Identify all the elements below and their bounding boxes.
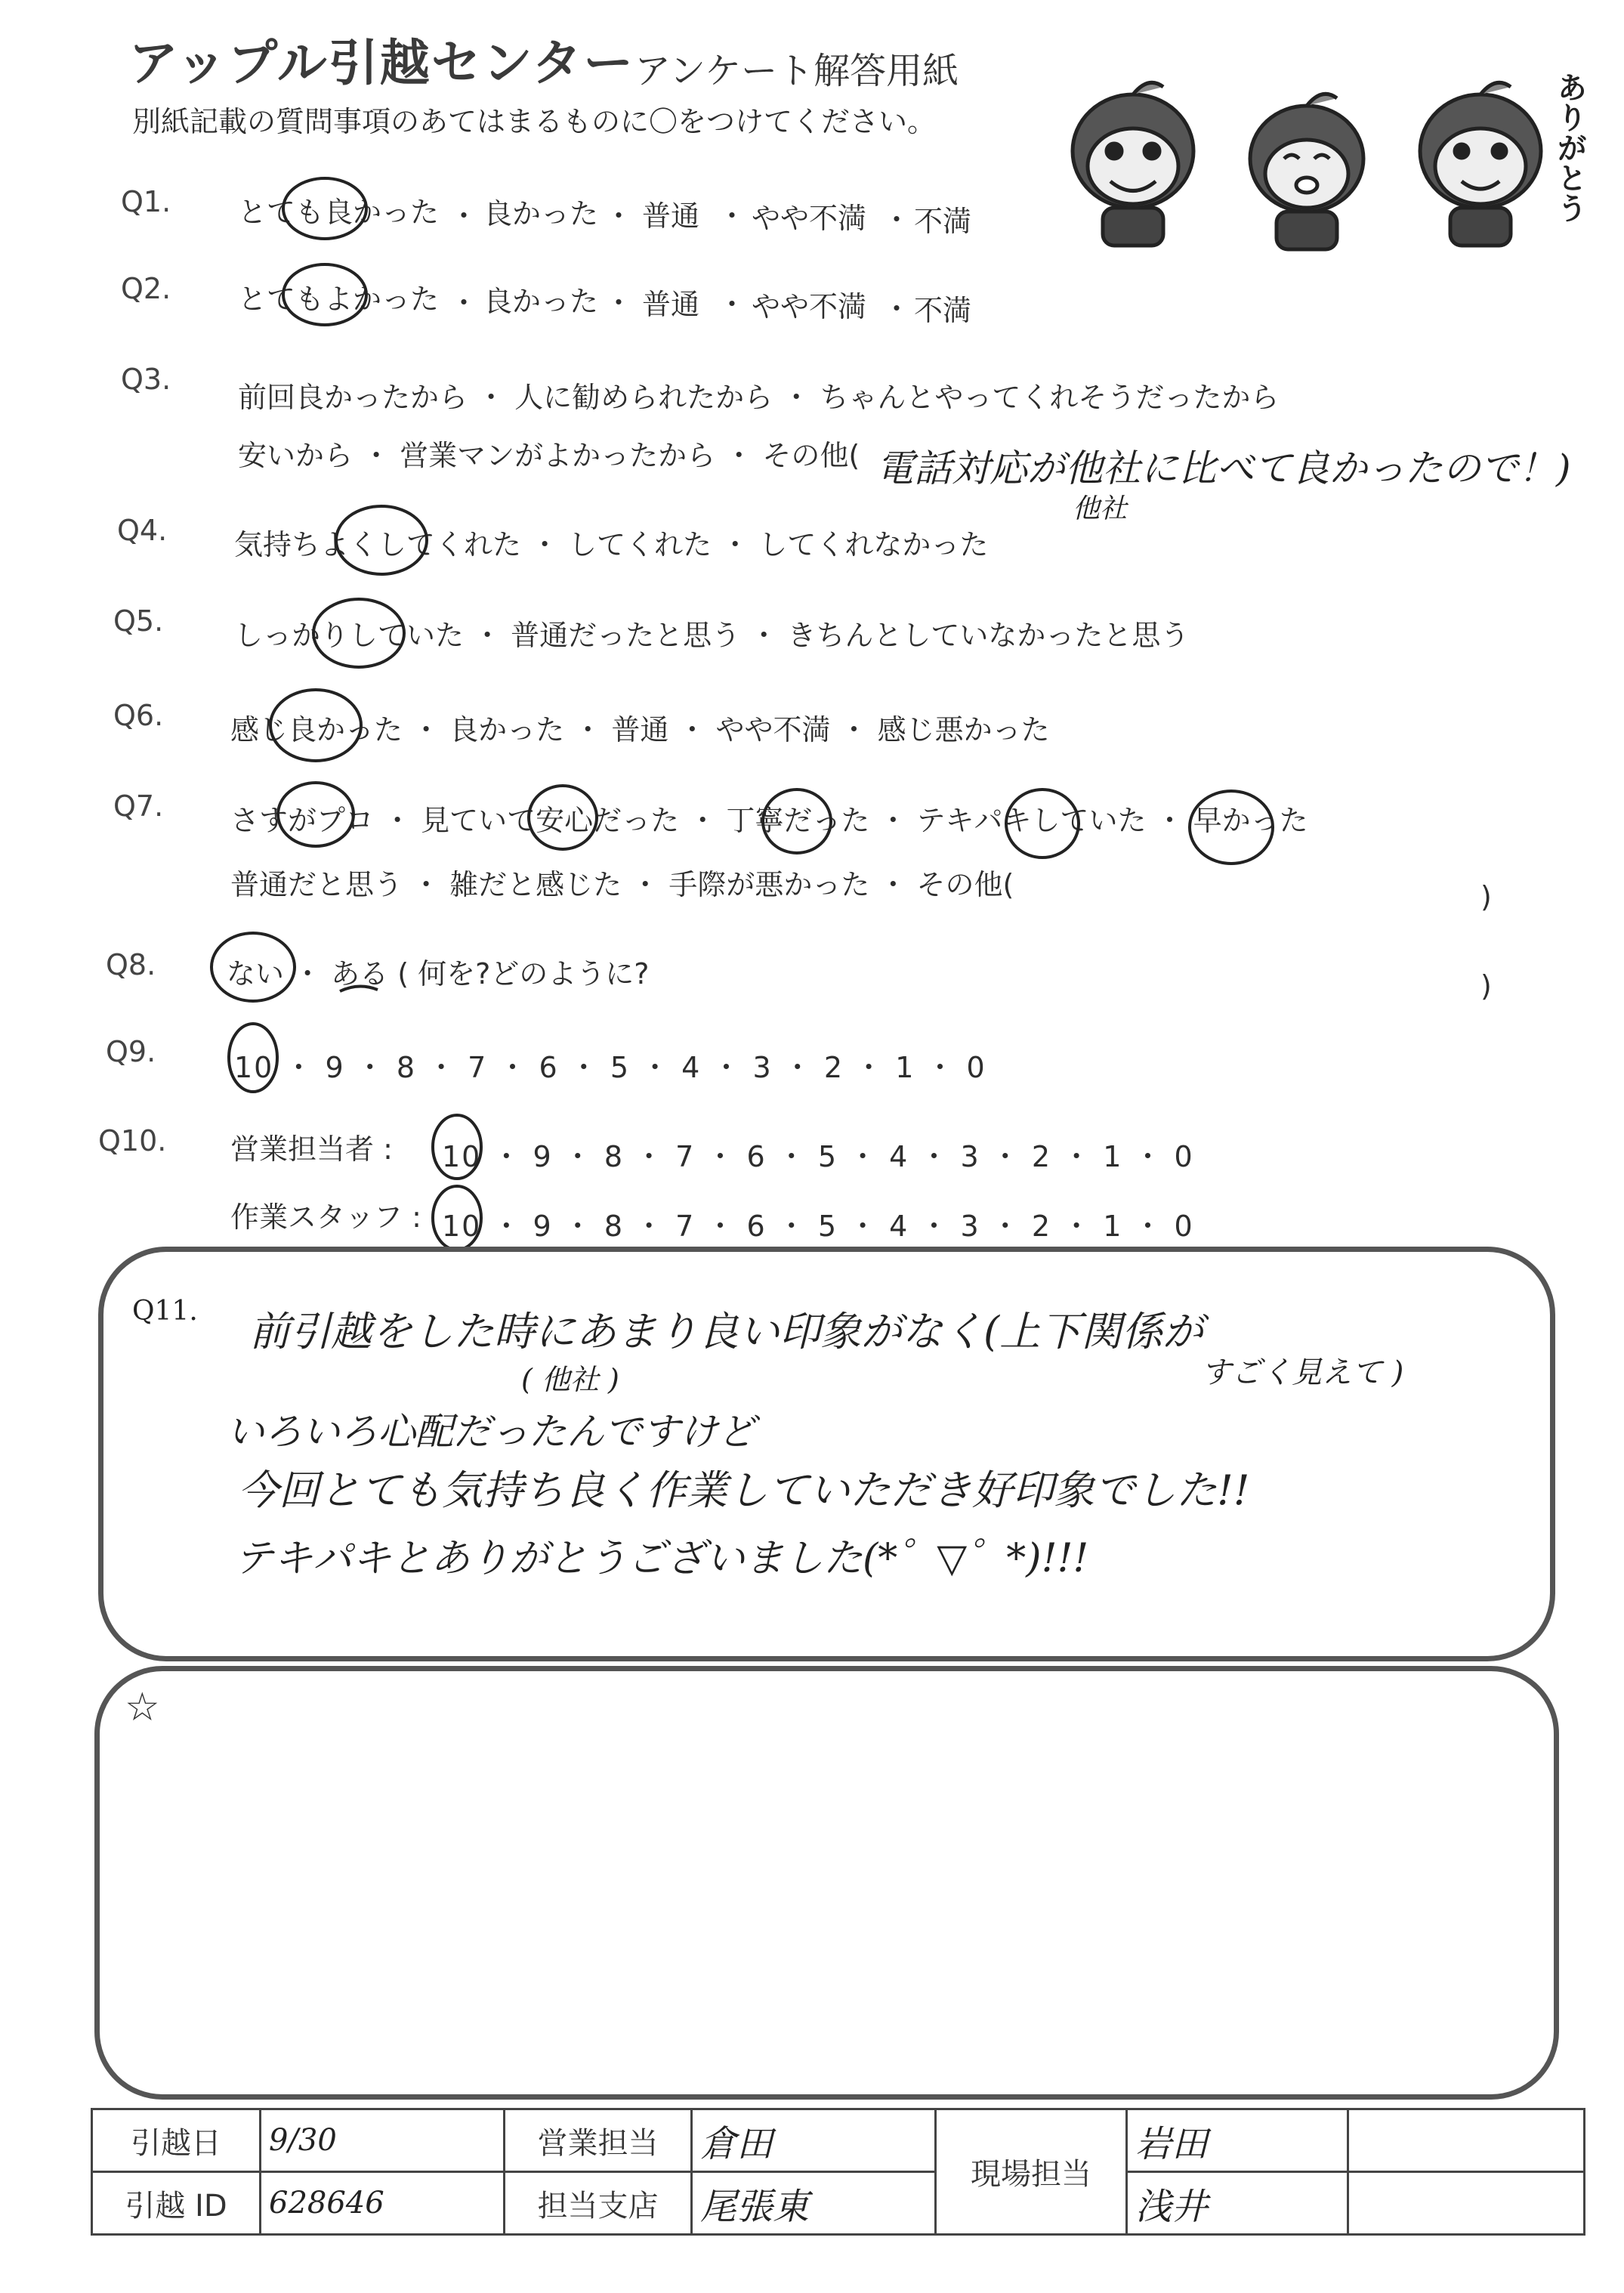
star-comment-box[interactable] bbox=[94, 1666, 1559, 2100]
move-date-value[interactable]: 9/30 bbox=[261, 2109, 505, 2172]
q3-other-answer: 電話対応が他社に比べて良かったので！) bbox=[876, 447, 1571, 490]
q4-circle bbox=[336, 506, 427, 574]
q3-other-note: 他社 bbox=[1073, 493, 1128, 524]
q1-sep-1: ・ bbox=[449, 199, 479, 233]
form-title: アップル引越センター bbox=[128, 34, 635, 92]
q10-sales-label: 営業担当者 : bbox=[230, 1133, 393, 1166]
q2-option-4[interactable]: やや不満 bbox=[752, 290, 867, 323]
q1-sep-4: ・ bbox=[882, 203, 912, 236]
q5-label: Q5. bbox=[113, 604, 164, 638]
q7-line-2[interactable]: 普通だと思う ・ 雑だと感じた ・ 手際が悪かった ・ その他( bbox=[230, 868, 1014, 901]
q11-line-3: 今回とても気持ち良く作業していただき好印象でした!! bbox=[238, 1466, 1250, 1514]
q1-option-3[interactable]: 普通 bbox=[642, 199, 700, 233]
q11-line-4: テキパキとありがとうございました(*゜▽゜*)!!! bbox=[234, 1536, 1089, 1581]
site-extra-cell-1[interactable] bbox=[1348, 2109, 1585, 2172]
q6-circle bbox=[270, 690, 361, 761]
q9-scale[interactable]: 10 ・ 9 ・ 8 ・ 7 ・ 6 ・ 5 ・ 4 ・ 3 ・ 2 ・ 1 ・ 0 bbox=[234, 1051, 986, 1084]
q2-sep-1: ・ bbox=[449, 286, 479, 320]
q11-line-1: 前引越をした時にあまり良い印象がなく(上下関係が bbox=[249, 1308, 1204, 1355]
q10-sales-circle bbox=[433, 1115, 481, 1179]
thanks-vertical-text: ありがとう bbox=[1552, 72, 1587, 223]
q1-option-5[interactable]: 不満 bbox=[914, 205, 972, 238]
q1-circle bbox=[283, 178, 366, 239]
instruction-text: 別紙記載の質問事項のあてはまるものに〇をつけてください。 bbox=[132, 105, 937, 138]
q2-option-1[interactable]: とてもよかった bbox=[238, 283, 440, 316]
q10-label: Q10. bbox=[98, 1124, 167, 1157]
q7-circle-tekipaki bbox=[1006, 790, 1079, 858]
q8-label: Q8. bbox=[106, 948, 156, 981]
q7-close-paren: ) bbox=[1480, 880, 1492, 913]
q7-circle-pro bbox=[278, 783, 354, 846]
q1-option-1[interactable]: とても良かった bbox=[238, 196, 440, 229]
q10-staff-circle bbox=[433, 1186, 481, 1250]
q3-line-1[interactable]: 前回良かったから ・ 人に勧められたから ・ ちゃんとやってくれそうだったから bbox=[238, 381, 1280, 414]
site-value-2[interactable]: 浅井 bbox=[1127, 2172, 1348, 2235]
q4-label: Q4. bbox=[117, 514, 168, 547]
q6-label: Q6. bbox=[113, 699, 164, 732]
branch-value[interactable]: 尾張東 bbox=[692, 2172, 936, 2235]
q9-circle bbox=[229, 1024, 277, 1092]
q1-option-2[interactable]: 良かった bbox=[483, 197, 599, 230]
q4-options[interactable]: 気持ちよくしてくれた ・ してくれた ・ してくれなかった bbox=[234, 528, 989, 561]
q2-option-3[interactable]: 普通 bbox=[642, 288, 700, 321]
q3-line-2[interactable]: 安いから ・ 営業マンがよかったから ・ その他( bbox=[238, 439, 860, 472]
q1-sep-3: ・ bbox=[718, 199, 747, 233]
sales-value[interactable]: 倉田 bbox=[692, 2109, 936, 2172]
q8-circle bbox=[211, 933, 295, 1001]
site-label: 現場担当 bbox=[936, 2109, 1127, 2235]
q5-circle bbox=[313, 599, 404, 667]
q2-sep-3: ・ bbox=[718, 288, 747, 321]
q10-staff-scale[interactable]: 10 ・ 9 ・ 8 ・ 7 ・ 6 ・ 5 ・ 4 ・ 3 ・ 2 ・ 1 ・ 0 bbox=[442, 1210, 1194, 1243]
q11-note-2: すごく見えて ) bbox=[1201, 1355, 1404, 1390]
q2-option-2[interactable]: 良かった bbox=[483, 285, 599, 318]
q8-close-paren: ) bbox=[1480, 969, 1492, 1003]
q9-label: Q9. bbox=[106, 1035, 156, 1068]
move-date-label: 引越日 bbox=[92, 2109, 261, 2172]
q5-options[interactable]: しっかりしていた ・ 普通だったと思う ・ きちんとしていなかったと思う bbox=[234, 619, 1190, 652]
q2-label: Q2. bbox=[121, 272, 171, 305]
q11-note-1: ( 他社 ) bbox=[521, 1363, 619, 1396]
q7-label: Q7. bbox=[113, 790, 164, 823]
q7-circle-teinei bbox=[763, 790, 831, 853]
site-value-1[interactable]: 岩田 bbox=[1127, 2109, 1348, 2172]
q8-options[interactable]: ない ・ ある ( 何を?どのように? bbox=[227, 957, 650, 990]
q6-options[interactable]: 感じ良かった ・ 良かった ・ 普通 ・ やや不満 ・ 感じ悪かった bbox=[230, 713, 1050, 746]
q3-label: Q3. bbox=[121, 363, 171, 396]
q1-label: Q1. bbox=[121, 185, 171, 218]
q7-circle-hayai bbox=[1190, 791, 1273, 864]
q11-label: Q11. bbox=[132, 1296, 198, 1327]
q2-sep-2: ・ bbox=[604, 286, 634, 320]
form-subtitle: アンケート解答用紙 bbox=[634, 50, 959, 92]
q1-sep-2: ・ bbox=[604, 199, 634, 233]
q8-underline bbox=[340, 986, 378, 991]
move-id-label: 引越 ID bbox=[92, 2172, 261, 2235]
q10-staff-label: 作業スタッフ : bbox=[230, 1201, 421, 1234]
q2-circle bbox=[283, 264, 366, 325]
q11-line-2: いろいろ心配だったんですけど bbox=[227, 1410, 755, 1454]
info-table bbox=[91, 2108, 1585, 2236]
q2-option-5[interactable]: 不満 bbox=[914, 294, 972, 327]
star-icon: ☆ bbox=[125, 1685, 160, 1730]
q7-circle-anshin bbox=[529, 786, 597, 849]
branch-label: 担当支店 bbox=[505, 2172, 692, 2235]
site-extra-cell-2[interactable] bbox=[1348, 2172, 1585, 2235]
sales-label: 営業担当 bbox=[505, 2109, 692, 2172]
q10-sales-scale[interactable]: 10 ・ 9 ・ 8 ・ 7 ・ 6 ・ 5 ・ 4 ・ 3 ・ 2 ・ 1 ・ 0 bbox=[442, 1140, 1194, 1173]
q1-option-4[interactable]: やや不満 bbox=[752, 202, 867, 235]
move-id-value[interactable]: 628646 bbox=[261, 2172, 505, 2235]
q7-line-1[interactable]: さすがプロ ・ 見ていて安心だった ・ 丁寧だった ・ テキパキしていた ・ 早かった bbox=[230, 804, 1308, 837]
q2-sep-4: ・ bbox=[882, 292, 912, 326]
